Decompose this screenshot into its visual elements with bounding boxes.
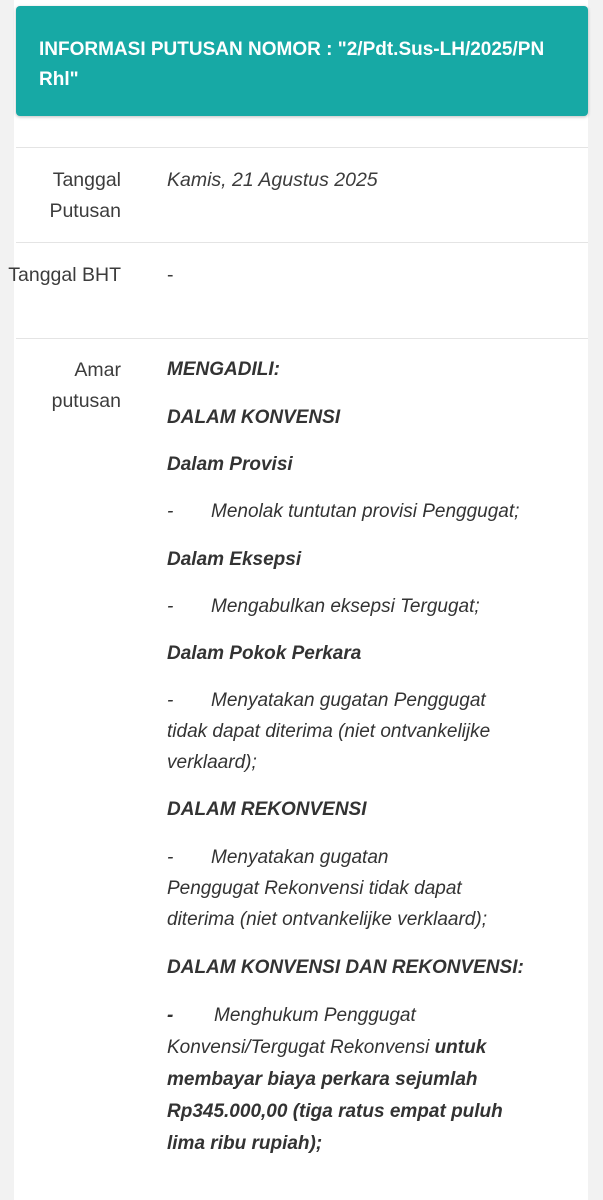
list-dash: - (167, 501, 174, 522)
provisi-text: Menolak tuntutan provisi Penggugat; (211, 501, 520, 522)
provisi-item (167, 497, 567, 527)
dalam-konvensi-rekonvensi-heading: DALAM KONVENSI DAN REKONVENSI: (167, 957, 524, 978)
page-title: INFORMASI PUTUSAN NOMOR : "2/Pdt.Sus-LH/2025/PN Rhl" (39, 39, 545, 90)
dalam-pokok-perkara-heading: Dalam Pokok Perkara (167, 643, 362, 664)
pokok-text-line2: tidak dapat diterima (niet ontvankelijke (167, 721, 491, 742)
divider (16, 338, 588, 339)
biaya-item-line1 (167, 1001, 567, 1031)
dalam-provisi-heading: Dalam Provisi (167, 454, 293, 475)
biaya-text-line2-normal: Konvensi/Tergugat Rekonvensi (167, 1037, 435, 1058)
biaya-text-line5: lima ribu rupiah); (167, 1133, 323, 1154)
dalam-konvensi-heading: DALAM KONVENSI (167, 407, 341, 428)
eksepsi-item (167, 592, 567, 622)
pokok-text-line1: Menyatakan gugatan Penggugat (211, 690, 486, 711)
amar-putusan-label: Amar putusan (51, 359, 121, 412)
tanggal-putusan-label: Tanggal Putusan (49, 169, 121, 222)
list-dash: - (167, 1005, 174, 1026)
dalam-rekonvensi-heading: DALAM REKONVENSI (167, 799, 367, 820)
biaya-text-line2 (167, 1033, 567, 1063)
tanggal-bht-label: Tanggal BHT (8, 264, 121, 286)
biaya-text-line4: Rp345.000,00 (tiga ratus empat puluh (167, 1101, 503, 1122)
list-dash: - (167, 690, 174, 711)
biaya-text-line3: membayar biaya perkara sejumlah (167, 1069, 478, 1090)
pokok-text-line3: verklaard); (167, 752, 257, 773)
biaya-text-line1: Menghukum Penggugat (214, 1005, 416, 1026)
rekonvensi-item-line1 (167, 843, 567, 873)
pokok-item-line1 (167, 686, 567, 716)
info-header (16, 6, 588, 116)
biaya-text-line2-bold: untuk (434, 1037, 487, 1058)
divider (16, 242, 588, 243)
dalam-eksepsi-heading: Dalam Eksepsi (167, 549, 302, 570)
eksepsi-text: Mengabulkan eksepsi Tergugat; (211, 596, 480, 617)
rekonvensi-text-line3: diterima (niet ontvankelijke verklaard); (167, 909, 487, 930)
tanggal-putusan-value: Kamis, 21 Agustus 2025 (167, 169, 378, 191)
mengadili-heading: MENGADILI: (167, 359, 280, 380)
tanggal-bht-value: - (167, 264, 174, 286)
rekonvensi-text-line2: Penggugat Rekonvensi tidak dapat (167, 878, 462, 899)
list-dash: - (167, 596, 174, 617)
list-dash: - (167, 847, 174, 868)
rekonvensi-text-line1: Menyatakan gugatan (211, 847, 389, 868)
divider (16, 147, 588, 148)
